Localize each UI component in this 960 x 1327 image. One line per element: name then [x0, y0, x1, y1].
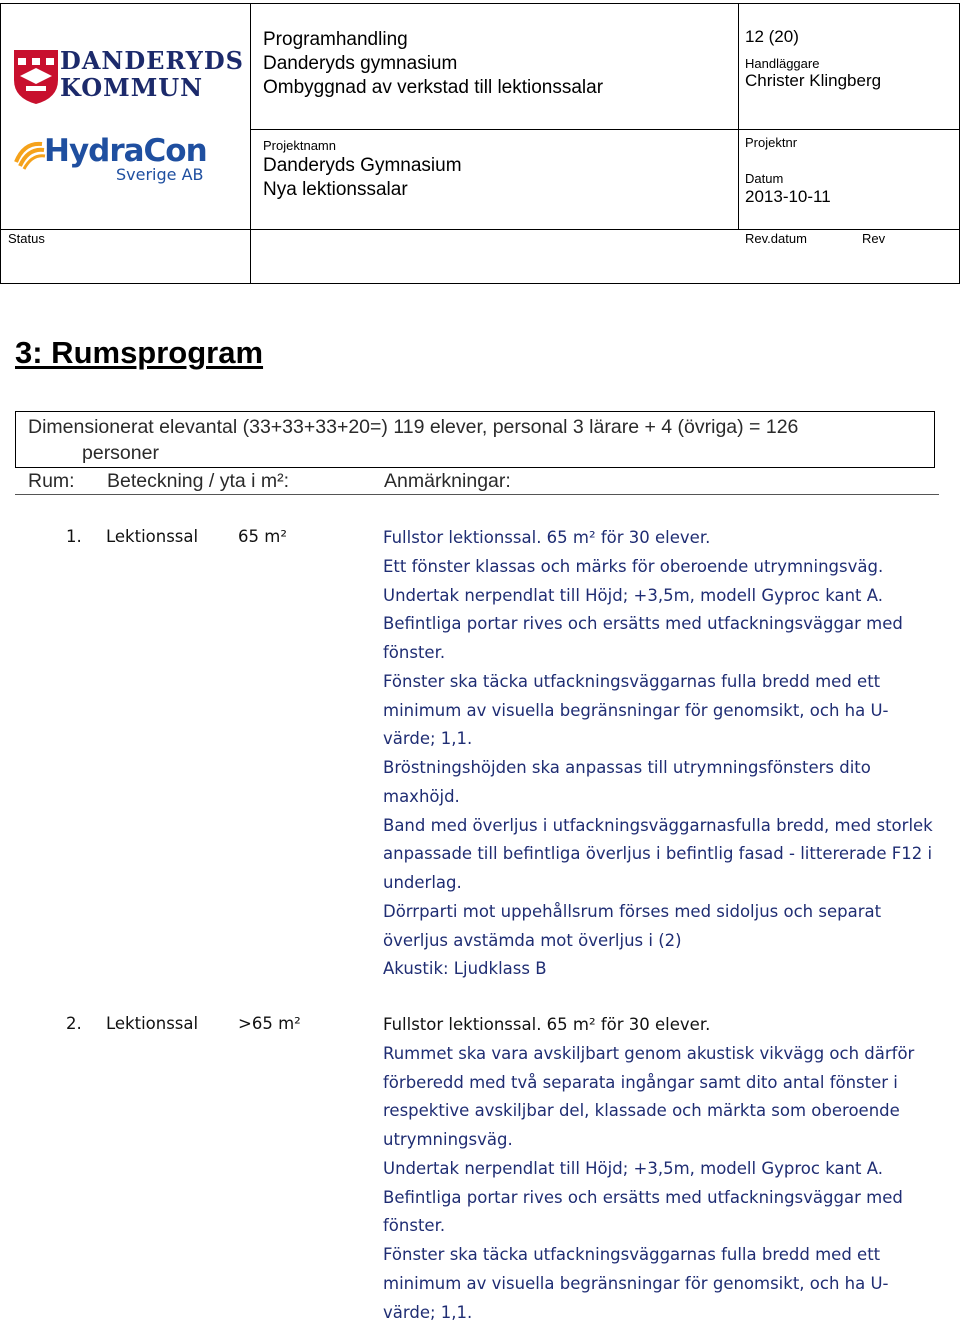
remark-line: Befintliga portar rives och ersätts med utfackningsväggar med: [383, 610, 933, 639]
remark-line: Befintliga portar rives och ersätts med utfackningsväggar med: [383, 1184, 914, 1213]
column-rum: Rum:: [28, 469, 75, 493]
remark-line: maxhöjd.: [383, 783, 933, 812]
info-line-1: Dimensionerat elevantal (33+33+33+20=) 119 elever, personal 3 lärare + 4 (övriga) = 126: [28, 415, 798, 439]
remark-line: Akustik: Ljudklass B: [383, 955, 933, 984]
remark-line: minimum av visuella begränsningar för genomsikt, och ha U-: [383, 1270, 914, 1299]
doc-project: Danderyds gymnasium: [263, 52, 457, 75]
logo-text-sverige: Sverige AB: [116, 166, 204, 184]
projektnamn-line2: Nya lektionssalar: [263, 178, 408, 201]
projektnamn-line1: Danderyds Gymnasium: [263, 154, 462, 177]
remark-line: överljus avstämda mot överljus i (2): [383, 927, 933, 956]
remark-line: förberedd med två separata ingångar samt dito antal fönster i: [383, 1069, 914, 1098]
info-line-2: personer: [82, 441, 159, 465]
remark-line: Ett fönster klassas och märks för oberoende utrymningsväg.: [383, 553, 933, 582]
remark-line: anpassade till befintliga överljus i befintlig fasad - littererade F12 i: [383, 840, 933, 869]
remark-line: Bröstningshöjden ska anpassas till utrymningsfönsters dito: [383, 754, 933, 783]
handlaggare-value: Christer Klingberg: [745, 71, 881, 91]
remark-line: Dörrparti mot uppehållsrum förses med sidoljus och separat: [383, 898, 933, 927]
remark-line: Fullstor lektionssal. 65 m² för 30 elever.: [383, 524, 933, 553]
remark-line: minimum av visuella begränsningar för genomsikt, och ha U-: [383, 697, 933, 726]
room-name: Lektionssal: [106, 527, 198, 546]
revdatum-label: Rev.datum: [745, 231, 807, 246]
column-anmarkningar: Anmärkningar:: [384, 469, 511, 493]
remark-line: värde; 1,1.: [383, 725, 933, 754]
remark-line: Undertak nerpendlat till Höjd; +3,5m, modell Gyproc kant A.: [383, 582, 933, 611]
room-remarks: [383, 1011, 914, 1327]
remark-line: utrymningsväg.: [383, 1126, 914, 1155]
page-number: 12 (20): [745, 27, 799, 47]
remark-line: Band med överljus i utfackningsväggarnasfulla bredd, med storlek: [383, 812, 933, 841]
logo-text-hydracon: HydraCon: [44, 132, 207, 170]
section-title: 3: Rumsprogram: [15, 334, 263, 372]
hydracon-logo: [12, 132, 248, 192]
remark-line: Fullstor lektionssal. 65 m² för 30 elever.: [383, 1011, 914, 1040]
rev-label: Rev: [862, 231, 885, 246]
room-remarks: [383, 524, 933, 984]
danderyds-kommun-logo: [8, 44, 248, 104]
remark-line: respektive avskiljbar del, klassade och märkta som oberoende: [383, 1097, 914, 1126]
remark-line: Fönster ska täcka utfackningsväggarnas fulla bredd med ett: [383, 668, 933, 697]
room-number: 1.: [66, 527, 82, 546]
projektnr-label: Projektnr: [745, 135, 797, 150]
projektnamn-label: Projektnamn: [263, 138, 336, 153]
status-label: Status: [8, 231, 45, 246]
room-area: >65 m²: [238, 1014, 301, 1033]
doc-subject: Ombyggnad av verkstad till lektionssalar: [263, 76, 603, 99]
logo-text-danderyds: DANDERYDS: [60, 48, 244, 74]
datum-value: 2013-10-11: [745, 187, 831, 207]
remark-line: värde; 1,1.: [383, 1299, 914, 1327]
room-number: 2.: [66, 1014, 82, 1033]
remark-line: Undertak nerpendlat till Höjd; +3,5m, modell Gyproc kant A.: [383, 1155, 914, 1184]
logo-text-kommun: KOMMUN: [60, 75, 203, 101]
remark-line: fönster.: [383, 1212, 914, 1241]
remark-line: Rummet ska vara avskiljbart genom akustisk vikvägg och därför: [383, 1040, 914, 1069]
remark-line: fönster.: [383, 639, 933, 668]
handlaggare-label: Handläggare: [745, 56, 819, 71]
doc-type: Programhandling: [263, 28, 408, 51]
column-beteckning: Beteckning / yta i m²:: [107, 469, 289, 493]
remark-line: Fönster ska täcka utfackningsväggarnas fulla bredd med ett: [383, 1241, 914, 1270]
room-name: Lektionssal: [106, 1014, 198, 1033]
room-area: 65 m²: [238, 527, 287, 546]
remark-line: underlag.: [383, 869, 933, 898]
datum-label: Datum: [745, 171, 783, 186]
